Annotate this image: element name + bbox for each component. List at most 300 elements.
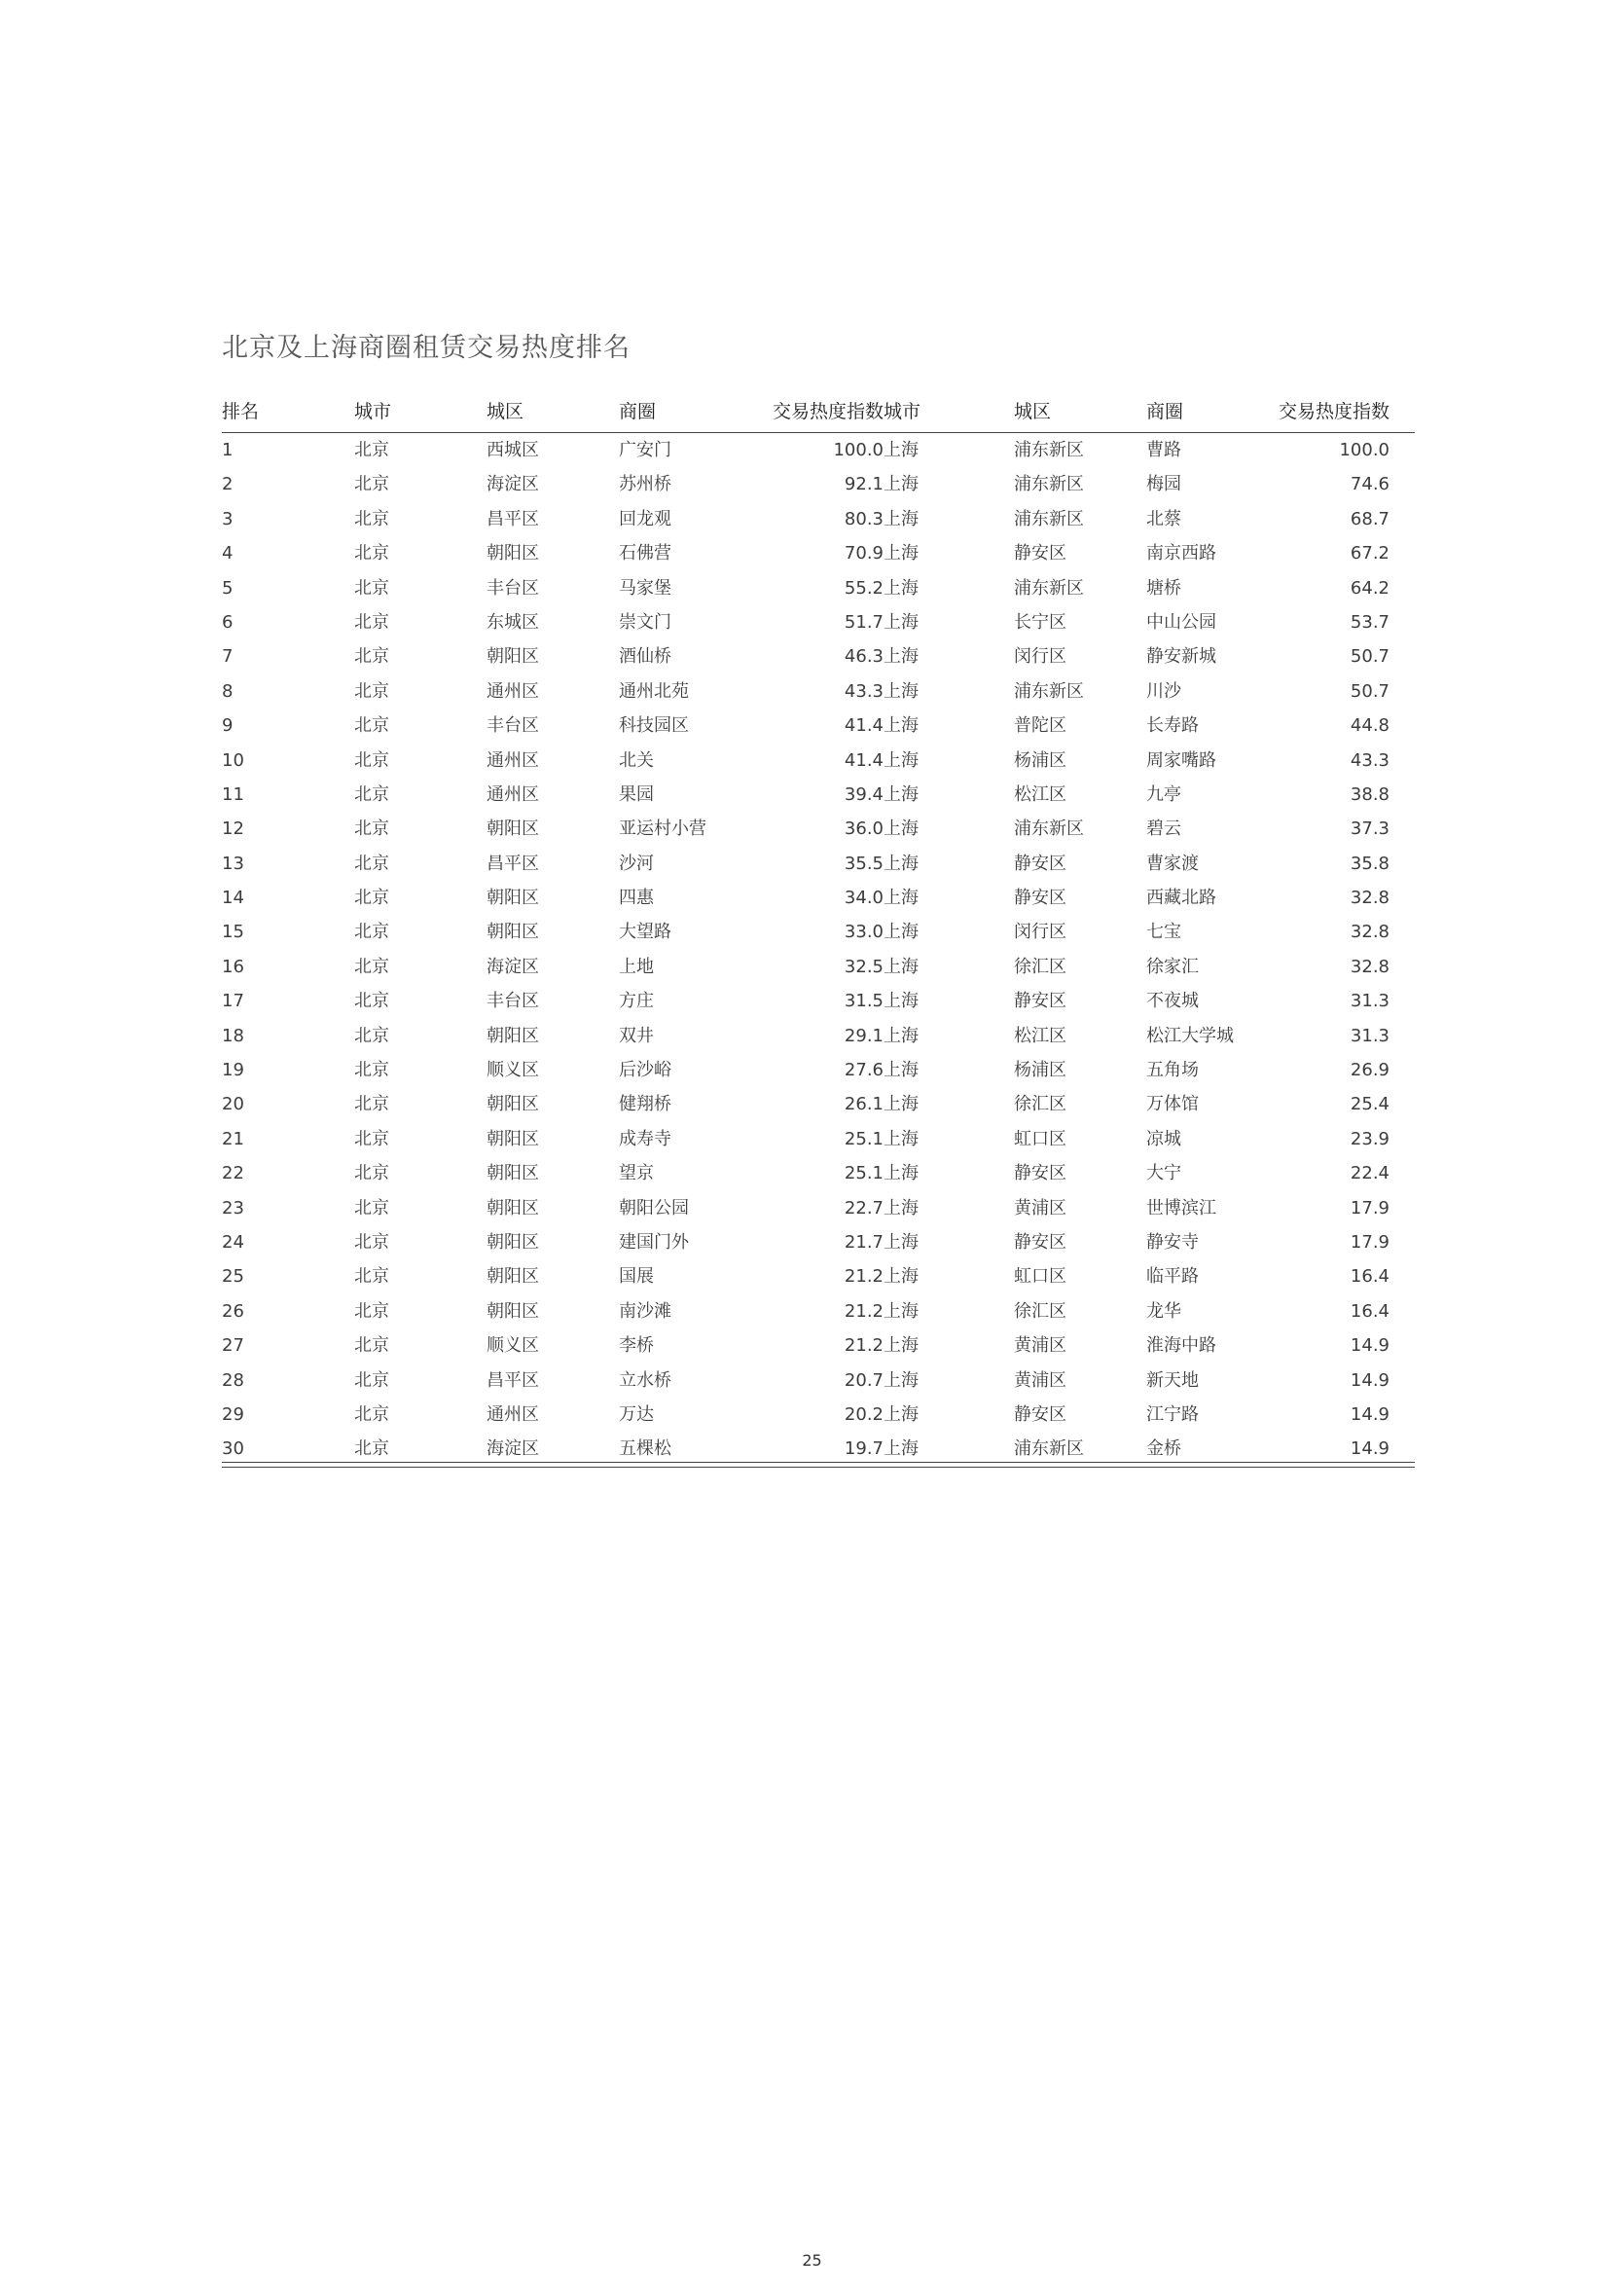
rank-cell: 25 [222, 1266, 244, 1288]
district-cell: 静安区 [1014, 1163, 1066, 1184]
city-cell: 北京 [354, 1231, 389, 1253]
rank-cell: 30 [222, 1438, 244, 1460]
index-cell: 26.1 [844, 1094, 884, 1115]
district-cell: 昌平区 [487, 1369, 539, 1391]
table-row [222, 847, 1415, 881]
area-cell: 崇文门 [619, 611, 671, 633]
district-cell: 黄浦区 [1014, 1197, 1066, 1218]
city-cell: 上海 [884, 956, 919, 977]
table-row [222, 1122, 1415, 1156]
city-cell: 上海 [884, 715, 919, 737]
city-cell: 北京 [354, 1266, 389, 1288]
index-cell: 64.2 [1350, 577, 1389, 599]
district-cell: 顺义区 [487, 1060, 539, 1081]
page-title: 北京及上海商圈租赁交易热度排名 [222, 333, 631, 363]
city-cell: 北京 [354, 508, 389, 529]
index-cell: 36.0 [844, 818, 884, 840]
city-cell: 上海 [884, 1231, 919, 1253]
index-cell: 26.9 [1350, 1060, 1389, 1081]
city-cell: 北京 [354, 1335, 389, 1357]
city-cell: 北京 [354, 680, 389, 702]
district-cell: 杨浦区 [1014, 1060, 1066, 1081]
index-cell: 32.8 [1350, 956, 1389, 977]
district-cell: 丰台区 [487, 991, 539, 1012]
district-cell: 徐汇区 [1014, 1300, 1066, 1322]
area-cell: 苏州桥 [619, 474, 671, 495]
table-row [222, 881, 1415, 915]
city-cell: 上海 [884, 1266, 919, 1288]
index-cell: 21.2 [844, 1300, 884, 1322]
area-cell: 曹路 [1146, 440, 1181, 460]
table-row [222, 1156, 1415, 1190]
city-cell: 上海 [884, 646, 919, 668]
index-cell: 21.2 [844, 1335, 884, 1357]
index-cell: 19.7 [844, 1438, 884, 1460]
city-cell: 北京 [354, 1403, 389, 1425]
city-cell: 上海 [884, 853, 919, 874]
city-cell: 北京 [354, 1369, 389, 1391]
header-district-sh: 城区 [1014, 401, 1052, 422]
index-cell: 31.3 [1350, 991, 1389, 1012]
page-number: 25 [802, 2251, 822, 2270]
rank-cell: 21 [222, 1128, 244, 1149]
city-cell: 上海 [884, 1128, 919, 1149]
area-cell: 通州北苑 [619, 680, 689, 702]
city-cell: 上海 [884, 888, 919, 909]
index-cell: 29.1 [844, 1025, 884, 1046]
ranking-table [222, 389, 1415, 1467]
area-cell: 静安寺 [1146, 1231, 1199, 1253]
area-cell: 酒仙桥 [619, 646, 671, 668]
table-row [222, 674, 1415, 709]
index-cell: 16.4 [1350, 1300, 1389, 1322]
district-cell: 浦东新区 [1014, 474, 1084, 495]
area-cell: 静安新城 [1146, 646, 1216, 668]
district-cell: 松江区 [1014, 783, 1066, 805]
index-cell: 14.9 [1350, 1369, 1389, 1391]
area-cell: 中山公园 [1146, 611, 1216, 633]
area-cell: 龙华 [1146, 1300, 1181, 1322]
area-cell: 长寿路 [1146, 715, 1199, 737]
district-cell: 徐汇区 [1014, 1094, 1066, 1115]
city-cell: 北京 [354, 1128, 389, 1149]
area-cell: 双井 [619, 1025, 654, 1046]
district-cell: 浦东新区 [1014, 508, 1084, 529]
city-cell: 上海 [884, 611, 919, 633]
table-row [222, 744, 1415, 778]
area-cell: 广安门 [619, 440, 671, 460]
city-cell: 北京 [354, 818, 389, 840]
district-cell: 杨浦区 [1014, 749, 1066, 771]
district-cell: 海淀区 [487, 474, 539, 495]
city-cell: 上海 [884, 1197, 919, 1218]
city-cell: 上海 [884, 783, 919, 805]
area-cell: 万达 [619, 1403, 654, 1425]
city-cell: 上海 [884, 1060, 919, 1081]
district-cell: 浦东新区 [1014, 1438, 1084, 1460]
city-cell: 北京 [354, 853, 389, 874]
district-cell: 闵行区 [1014, 646, 1066, 668]
district-cell: 黄浦区 [1014, 1335, 1066, 1357]
city-cell: 上海 [884, 577, 919, 599]
index-cell: 74.6 [1350, 474, 1389, 495]
table-header [222, 389, 1415, 433]
district-cell: 昌平区 [487, 853, 539, 874]
table-row [222, 1019, 1415, 1053]
table-row [222, 1053, 1415, 1087]
district-cell: 静安区 [1014, 853, 1066, 874]
area-cell: 梅园 [1146, 474, 1181, 495]
index-cell: 43.3 [1350, 749, 1389, 771]
area-cell: 九亭 [1146, 783, 1181, 805]
index-cell: 41.4 [844, 749, 884, 771]
area-cell: 凉城 [1146, 1128, 1181, 1149]
area-cell: 七宝 [1146, 922, 1181, 943]
area-cell: 周家嘴路 [1146, 749, 1216, 771]
district-cell: 黄浦区 [1014, 1369, 1066, 1391]
index-cell: 25.1 [844, 1128, 884, 1149]
district-cell: 朝阳区 [487, 1025, 539, 1046]
index-cell: 67.2 [1350, 543, 1389, 564]
area-cell: 亚运村小营 [619, 818, 706, 840]
header-city-bj: 城市 [354, 401, 392, 422]
district-cell: 朝阳区 [487, 1231, 539, 1253]
table-row [222, 1259, 1415, 1293]
district-cell: 东城区 [487, 611, 539, 633]
index-cell: 27.6 [844, 1060, 884, 1081]
rank-cell: 1 [222, 440, 234, 460]
table-row [222, 605, 1415, 639]
district-cell: 静安区 [1014, 1403, 1066, 1425]
city-cell: 上海 [884, 474, 919, 495]
rank-cell: 29 [222, 1403, 244, 1425]
area-cell: 望京 [619, 1163, 654, 1184]
city-cell: 上海 [884, 1369, 919, 1391]
district-cell: 朝阳区 [487, 1163, 539, 1184]
index-cell: 32.5 [844, 956, 884, 977]
area-cell: 不夜城 [1146, 991, 1199, 1012]
index-cell: 44.8 [1350, 715, 1389, 737]
city-cell: 上海 [884, 818, 919, 840]
district-cell: 静安区 [1014, 1231, 1066, 1253]
city-cell: 上海 [884, 1094, 919, 1115]
district-cell: 昌平区 [487, 508, 539, 529]
table-row [222, 571, 1415, 605]
district-cell: 浦东新区 [1014, 680, 1084, 702]
index-cell: 14.9 [1350, 1335, 1389, 1357]
index-cell: 37.3 [1350, 818, 1389, 840]
city-cell: 北京 [354, 1163, 389, 1184]
area-cell: 南沙滩 [619, 1300, 671, 1322]
district-cell: 朝阳区 [487, 922, 539, 943]
index-cell: 100.0 [833, 440, 884, 460]
area-cell: 临平路 [1146, 1266, 1199, 1288]
index-cell: 41.4 [844, 715, 884, 737]
district-cell: 朝阳区 [487, 1300, 539, 1322]
city-cell: 北京 [354, 611, 389, 633]
index-cell: 35.8 [1350, 853, 1389, 874]
district-cell: 通州区 [487, 749, 539, 771]
area-cell: 石佛营 [619, 543, 671, 564]
city-cell: 北京 [354, 1300, 389, 1322]
rank-cell: 8 [222, 680, 234, 702]
district-cell: 通州区 [487, 680, 539, 702]
area-cell: 江宁路 [1146, 1403, 1199, 1425]
area-cell: 碧云 [1146, 818, 1181, 840]
district-cell: 顺义区 [487, 1335, 539, 1357]
area-cell: 曹家渡 [1146, 853, 1199, 874]
area-cell: 南京西路 [1146, 543, 1216, 564]
rank-cell: 9 [222, 715, 234, 737]
rank-cell: 3 [222, 508, 234, 529]
city-cell: 上海 [884, 543, 919, 564]
district-cell: 虹口区 [1014, 1266, 1066, 1288]
rank-cell: 18 [222, 1025, 244, 1046]
table-row [222, 778, 1415, 812]
table-row [222, 984, 1415, 1018]
header-index-bj: 交易热度指数 [772, 401, 884, 422]
city-cell: 北京 [354, 646, 389, 668]
index-cell: 92.1 [844, 474, 884, 495]
area-cell: 五角场 [1146, 1060, 1199, 1081]
city-cell: 上海 [884, 508, 919, 529]
district-cell: 海淀区 [487, 1438, 539, 1460]
city-cell: 上海 [884, 1335, 919, 1357]
rank-cell: 14 [222, 888, 244, 909]
index-cell: 51.7 [844, 611, 884, 633]
district-cell: 朝阳区 [487, 646, 539, 668]
area-cell: 淮海中路 [1146, 1335, 1216, 1357]
rank-cell: 26 [222, 1300, 244, 1322]
city-cell: 上海 [884, 922, 919, 943]
index-cell: 68.7 [1350, 508, 1389, 529]
index-cell: 55.2 [844, 577, 884, 599]
index-cell: 14.9 [1350, 1403, 1389, 1425]
index-cell: 22.7 [844, 1197, 884, 1218]
city-cell: 上海 [884, 1403, 919, 1425]
index-cell: 25.4 [1350, 1094, 1389, 1115]
city-cell: 上海 [884, 1025, 919, 1046]
district-cell: 西城区 [487, 440, 539, 460]
area-cell: 立水桥 [619, 1369, 671, 1391]
area-cell: 西藏北路 [1146, 888, 1216, 909]
city-cell: 北京 [354, 1025, 389, 1046]
index-cell: 20.2 [844, 1403, 884, 1425]
city-cell: 上海 [884, 991, 919, 1012]
index-cell: 34.0 [844, 888, 884, 909]
district-cell: 闵行区 [1014, 922, 1066, 943]
district-cell: 丰台区 [487, 577, 539, 599]
district-cell: 通州区 [487, 1403, 539, 1425]
district-cell: 朝阳区 [487, 1197, 539, 1218]
table-row [222, 915, 1415, 949]
table-row [222, 536, 1415, 570]
district-cell: 朝阳区 [487, 1266, 539, 1288]
index-cell: 31.3 [1350, 1025, 1389, 1046]
city-cell: 北京 [354, 715, 389, 737]
area-cell: 大望路 [619, 922, 671, 943]
city-cell: 北京 [354, 991, 389, 1012]
table-row [222, 1225, 1415, 1259]
district-cell: 朝阳区 [487, 818, 539, 840]
area-cell: 川沙 [1146, 680, 1181, 702]
rank-cell: 16 [222, 956, 244, 977]
district-cell: 朝阳区 [487, 543, 539, 564]
district-cell: 浦东新区 [1014, 818, 1084, 840]
index-cell: 16.4 [1350, 1266, 1389, 1288]
table-row [222, 433, 1415, 467]
area-cell: 世博滨江 [1146, 1197, 1216, 1218]
index-cell: 14.9 [1350, 1438, 1389, 1460]
area-cell: 科技园区 [619, 715, 689, 737]
table-row [222, 1328, 1415, 1363]
area-cell: 大宁 [1146, 1163, 1181, 1184]
table-row [222, 1398, 1415, 1432]
city-cell: 北京 [354, 956, 389, 977]
area-cell: 四惠 [619, 888, 654, 909]
city-cell: 北京 [354, 1060, 389, 1081]
area-cell: 金桥 [1146, 1438, 1181, 1460]
index-cell: 33.0 [844, 922, 884, 943]
district-cell: 海淀区 [487, 956, 539, 977]
city-cell: 上海 [884, 440, 919, 460]
city-cell: 北京 [354, 749, 389, 771]
area-cell: 北关 [619, 749, 654, 771]
district-cell: 朝阳区 [487, 888, 539, 909]
district-cell: 静安区 [1014, 543, 1066, 564]
rank-cell: 6 [222, 611, 234, 633]
area-cell: 李桥 [619, 1335, 654, 1357]
rank-cell: 2 [222, 474, 234, 495]
index-cell: 70.9 [844, 543, 884, 564]
index-cell: 38.8 [1350, 783, 1389, 805]
city-cell: 北京 [354, 888, 389, 909]
index-cell: 32.8 [1350, 922, 1389, 943]
header-rank: 排名 [222, 401, 260, 422]
area-cell: 健翔桥 [619, 1094, 671, 1115]
district-cell: 朝阳区 [487, 1128, 539, 1149]
city-cell: 上海 [884, 749, 919, 771]
header-city-sh: 城市 [884, 401, 921, 422]
index-cell: 100.0 [1339, 440, 1389, 460]
district-cell: 静安区 [1014, 991, 1066, 1012]
rank-cell: 7 [222, 646, 234, 668]
index-cell: 17.9 [1350, 1231, 1389, 1253]
city-cell: 北京 [354, 543, 389, 564]
rank-cell: 22 [222, 1163, 244, 1184]
table-row [222, 502, 1415, 536]
city-cell: 北京 [354, 922, 389, 943]
index-cell: 17.9 [1350, 1197, 1389, 1218]
table-row [222, 1087, 1415, 1121]
rank-cell: 15 [222, 922, 244, 943]
city-cell: 北京 [354, 440, 389, 460]
area-cell: 马家堡 [619, 577, 671, 599]
area-cell: 成寿寺 [619, 1128, 671, 1149]
area-cell: 万体馆 [1146, 1094, 1199, 1115]
rank-cell: 17 [222, 991, 244, 1012]
rank-cell: 13 [222, 853, 244, 874]
rank-cell: 5 [222, 577, 234, 599]
area-cell: 果园 [619, 783, 654, 805]
table-row [222, 950, 1415, 984]
index-cell: 50.7 [1350, 646, 1389, 668]
table-body [222, 433, 1415, 1467]
city-cell: 上海 [884, 1300, 919, 1322]
rank-cell: 28 [222, 1369, 244, 1391]
index-cell: 53.7 [1350, 611, 1389, 633]
city-cell: 北京 [354, 783, 389, 805]
index-cell: 31.5 [844, 991, 884, 1012]
area-cell: 松江大学城 [1146, 1025, 1234, 1046]
index-cell: 80.3 [844, 508, 884, 529]
header-district-bj: 城区 [487, 401, 524, 422]
city-cell: 北京 [354, 1197, 389, 1218]
index-cell: 46.3 [844, 646, 884, 668]
index-cell: 50.7 [1350, 680, 1389, 702]
area-cell: 方庄 [619, 991, 654, 1012]
index-cell: 22.4 [1350, 1163, 1389, 1184]
area-cell: 回龙观 [619, 508, 671, 529]
rank-cell: 12 [222, 818, 244, 840]
district-cell: 徐汇区 [1014, 956, 1066, 977]
index-cell: 35.5 [844, 853, 884, 874]
district-cell: 静安区 [1014, 888, 1066, 909]
index-cell: 39.4 [844, 783, 884, 805]
area-cell: 沙河 [619, 853, 654, 874]
area-cell: 北蔡 [1146, 508, 1181, 529]
table-row [222, 1191, 1415, 1225]
rank-cell: 23 [222, 1197, 244, 1218]
index-cell: 21.7 [844, 1231, 884, 1253]
table-row [222, 639, 1415, 673]
rank-cell: 24 [222, 1231, 244, 1253]
table-row [222, 1364, 1415, 1398]
district-cell: 松江区 [1014, 1025, 1066, 1046]
rank-cell: 11 [222, 783, 244, 805]
city-cell: 北京 [354, 474, 389, 495]
table-bottom-double-rule [222, 1462, 1415, 1468]
index-cell: 32.8 [1350, 888, 1389, 909]
area-cell: 国展 [619, 1266, 654, 1288]
city-cell: 北京 [354, 1094, 389, 1115]
rank-cell: 10 [222, 749, 244, 771]
table-row [222, 709, 1415, 743]
district-cell: 朝阳区 [487, 1094, 539, 1115]
city-cell: 上海 [884, 680, 919, 702]
header-index-sh: 交易热度指数 [1278, 401, 1389, 422]
index-cell: 43.3 [844, 680, 884, 702]
table-row [222, 812, 1415, 846]
area-cell: 上地 [619, 956, 654, 977]
city-cell: 上海 [884, 1163, 919, 1184]
rank-cell: 4 [222, 543, 234, 564]
district-cell: 浦东新区 [1014, 577, 1084, 599]
header-area-sh: 商圈 [1146, 401, 1184, 422]
city-cell: 北京 [354, 577, 389, 599]
rank-cell: 19 [222, 1060, 244, 1081]
index-cell: 23.9 [1350, 1128, 1389, 1149]
area-cell: 塘桥 [1146, 577, 1181, 599]
rank-cell: 27 [222, 1335, 244, 1357]
table-row [222, 1294, 1415, 1328]
district-cell: 丰台区 [487, 715, 539, 737]
index-cell: 21.2 [844, 1266, 884, 1288]
district-cell: 浦东新区 [1014, 440, 1084, 460]
table-row [222, 467, 1415, 501]
area-cell: 新天地 [1146, 1369, 1199, 1391]
area-cell: 后沙峪 [619, 1060, 671, 1081]
